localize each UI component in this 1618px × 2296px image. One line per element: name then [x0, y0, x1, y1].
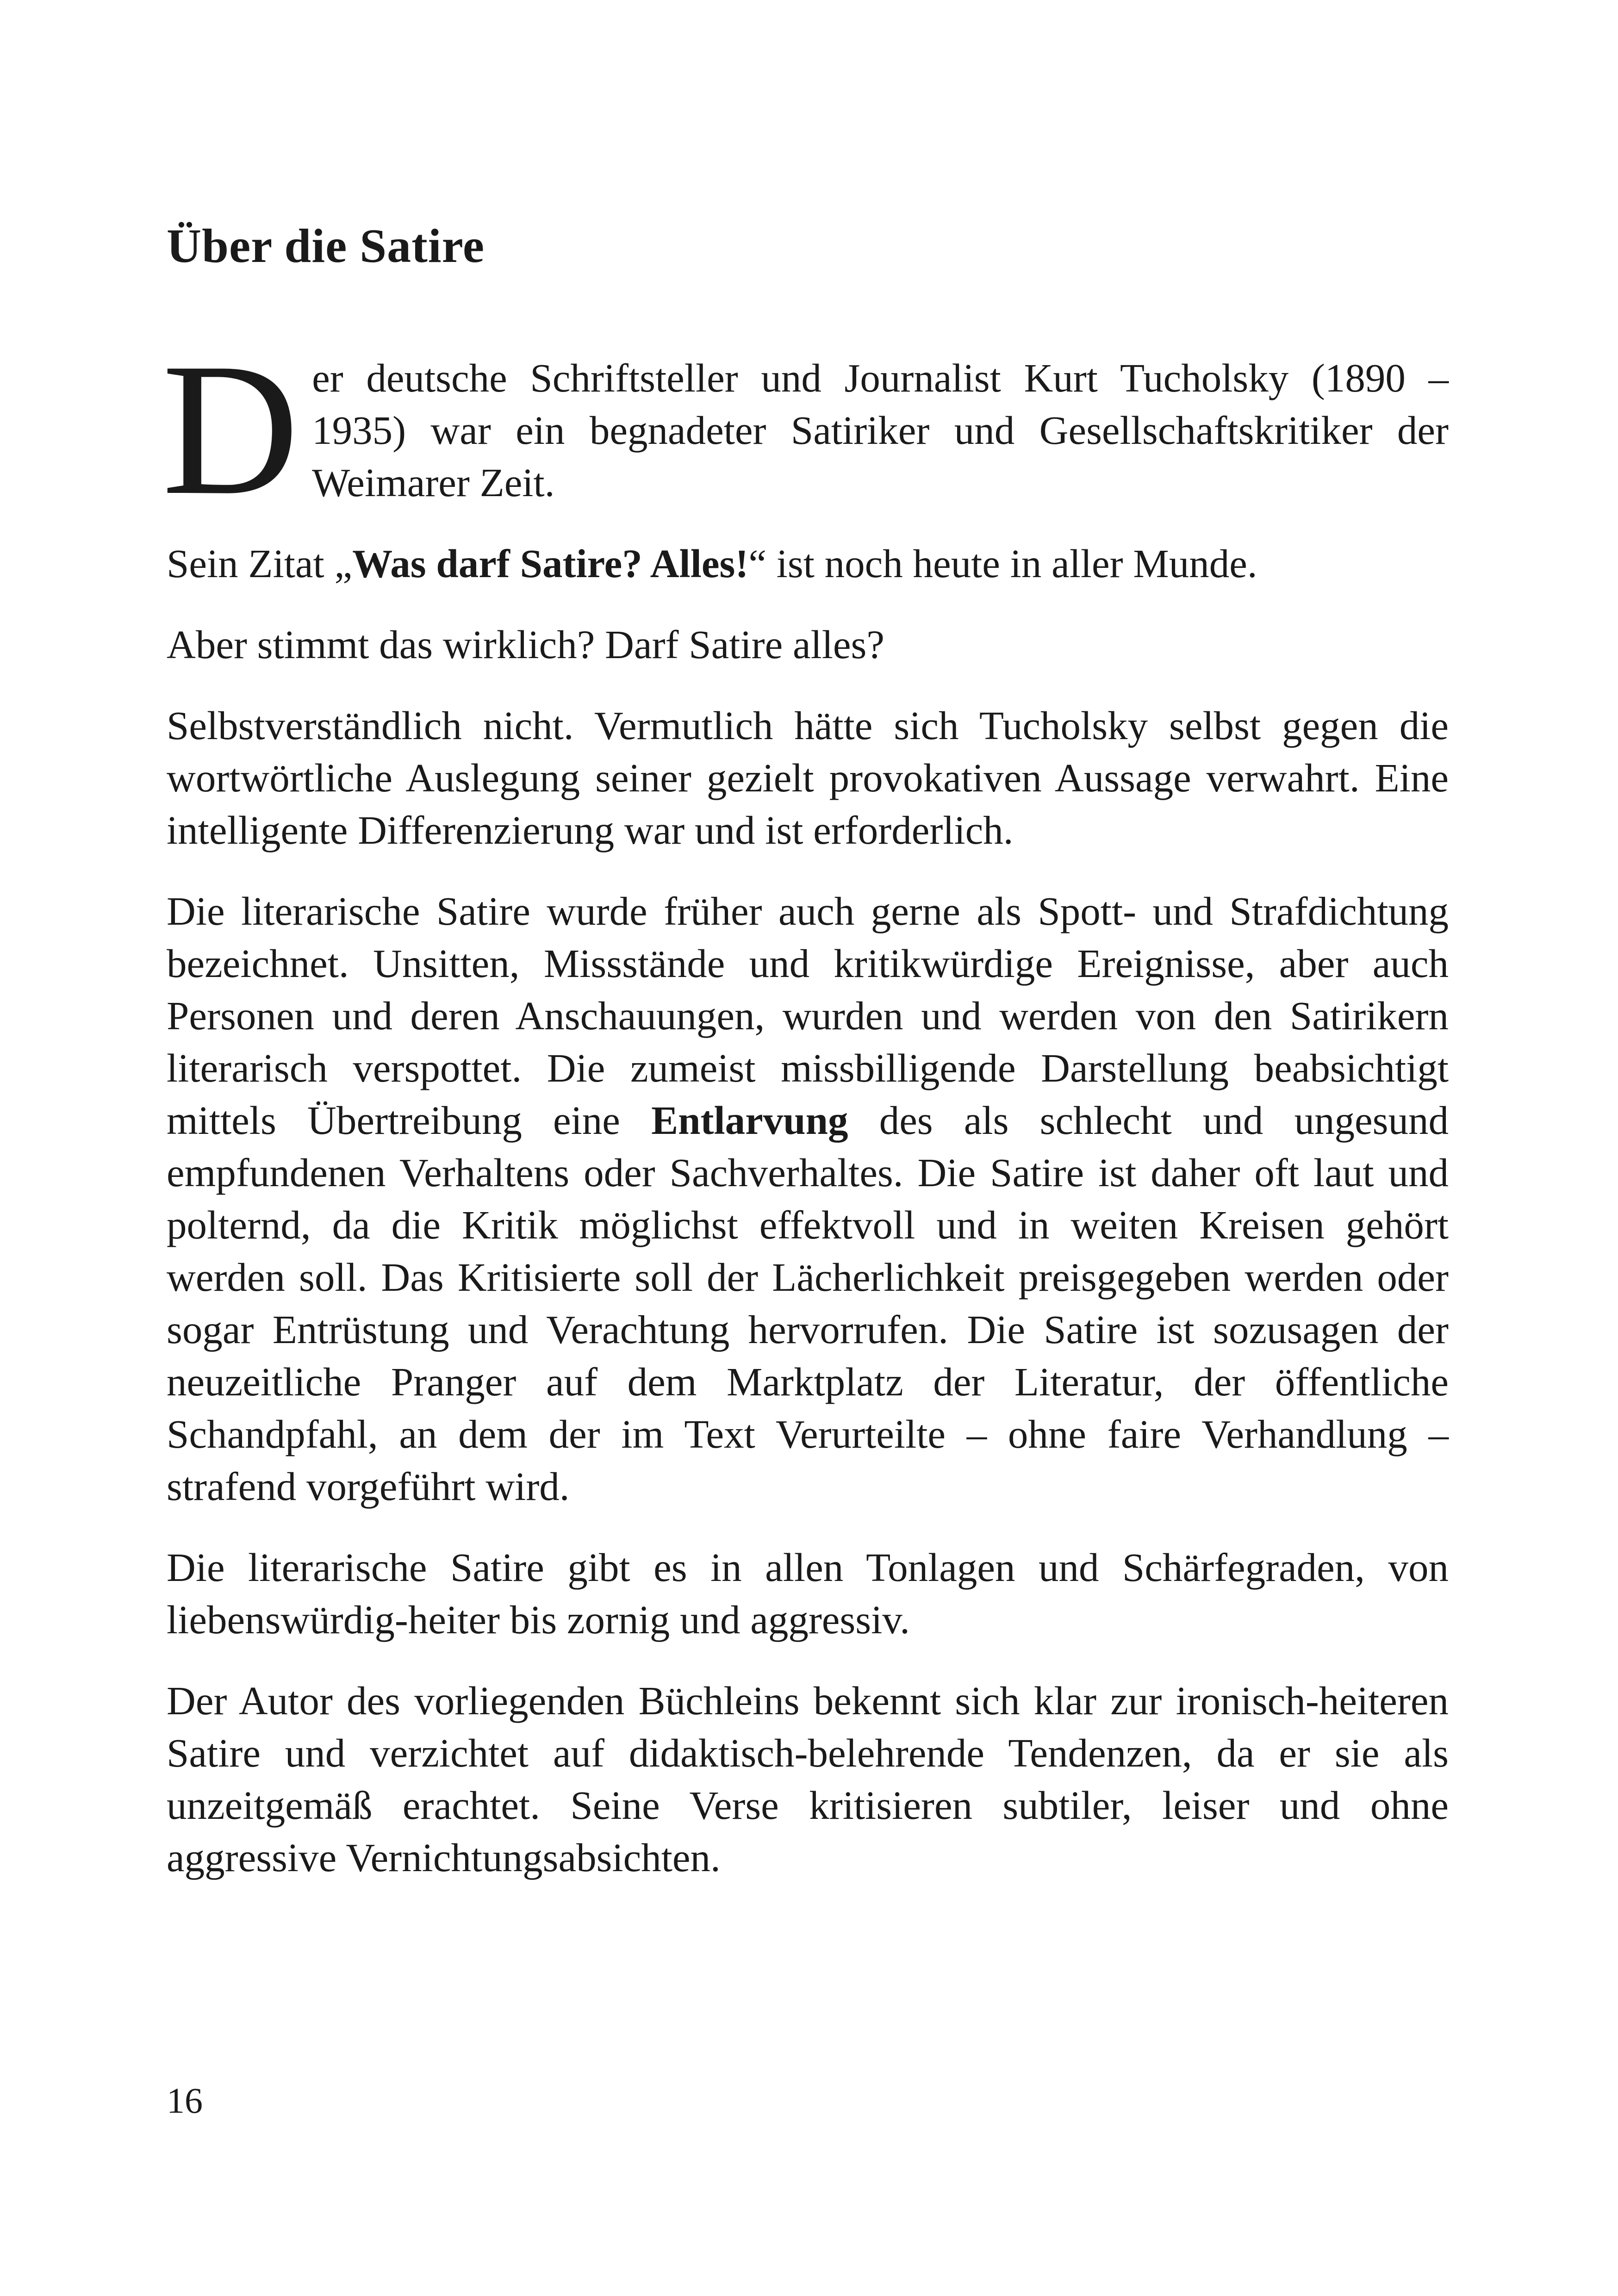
definition-bold: Entlarvung: [651, 1098, 848, 1143]
drop-cap: D: [162, 324, 299, 534]
definition-suffix: des als schlecht und ungesund empfundenen Verhaltens oder Sachverhaltes. Die Satire ist daher oft laut und polternd, da die Kritik möglichst effektvoll und in weiten Kreisen gehört werden soll. Das Kritisierte soll der Lächerlichkeit preisgegeben werden oder sogar Entrüstung und Verachtung hervorrufen. Die Satire ist sozusagen der neuzeitliche Pranger auf dem Marktplatz der Literatur, der öffentliche Schandpfahl, an dem der im Text Verurteilte – ohne faire Verhandlung – strafend vorgeführt wird.: [167, 1098, 1449, 1509]
definition-prefix: Die literarische Satire wurde früher auch gerne als Spott- und Strafdichtung bezeichnet. Unsitten, Missstände und kritikwürdige Ereignisse, aber auch Personen und deren Anschauungen, wurden und werden von den Satirikern literarisch verspottet. Die zumeist missbilligende Darstellung beabsichtigt mittels Übertreibung eine: [167, 889, 1449, 1143]
chapter-heading: Über die Satire: [167, 219, 485, 273]
page-number: 16: [167, 2080, 203, 2121]
intro-text: er deutsche Schriftsteller und Journalist Kurt Tucholsky (1890 – 1935) war ein begnadeter Satiriker und Gesellschaftskritiker der Weimarer Zeit.: [312, 355, 1449, 505]
answer-paragraph: Selbstverständlich nicht. Vermutlich hätte sich Tucholsky selbst gegen die wortwörtliche Auslegung seiner gezielt provokativen Aussage verwahrt. Eine intelligente Differenzierung war und ist erforderlich.: [167, 703, 1449, 852]
quote-paragraph: [167, 537, 1449, 590]
definition-paragraph: [167, 885, 1449, 1512]
author-paragraph: Der Autor des vorliegenden Büchleins bekennt sich klar zur ironisch-heiteren Satire und verzichtet auf didaktisch-belehrende Tendenzen, da er sie als unzeitgemäß erachtet. Seine Verse kritisieren subtiler, leiser und ohne aggressive Vernichtungsabsichten.: [167, 1678, 1449, 1880]
tones-paragraph: Die literarische Satire gibt es in allen Tonlagen und Schärfegraden, von liebenswürdig-heiter bis zornig und aggressiv.: [167, 1545, 1449, 1642]
quote-prefix: Sein Zitat „: [167, 541, 353, 586]
quote-suffix: “ ist noch heute in aller Munde.: [748, 541, 1257, 586]
body-text: [162, 324, 1449, 1912]
intro-paragraph: [162, 324, 1449, 534]
question-paragraph: Aber stimmt das wirklich? Darf Satire alles?: [167, 622, 885, 667]
quote-bold: Was darf Satire? Alles!: [352, 541, 749, 586]
